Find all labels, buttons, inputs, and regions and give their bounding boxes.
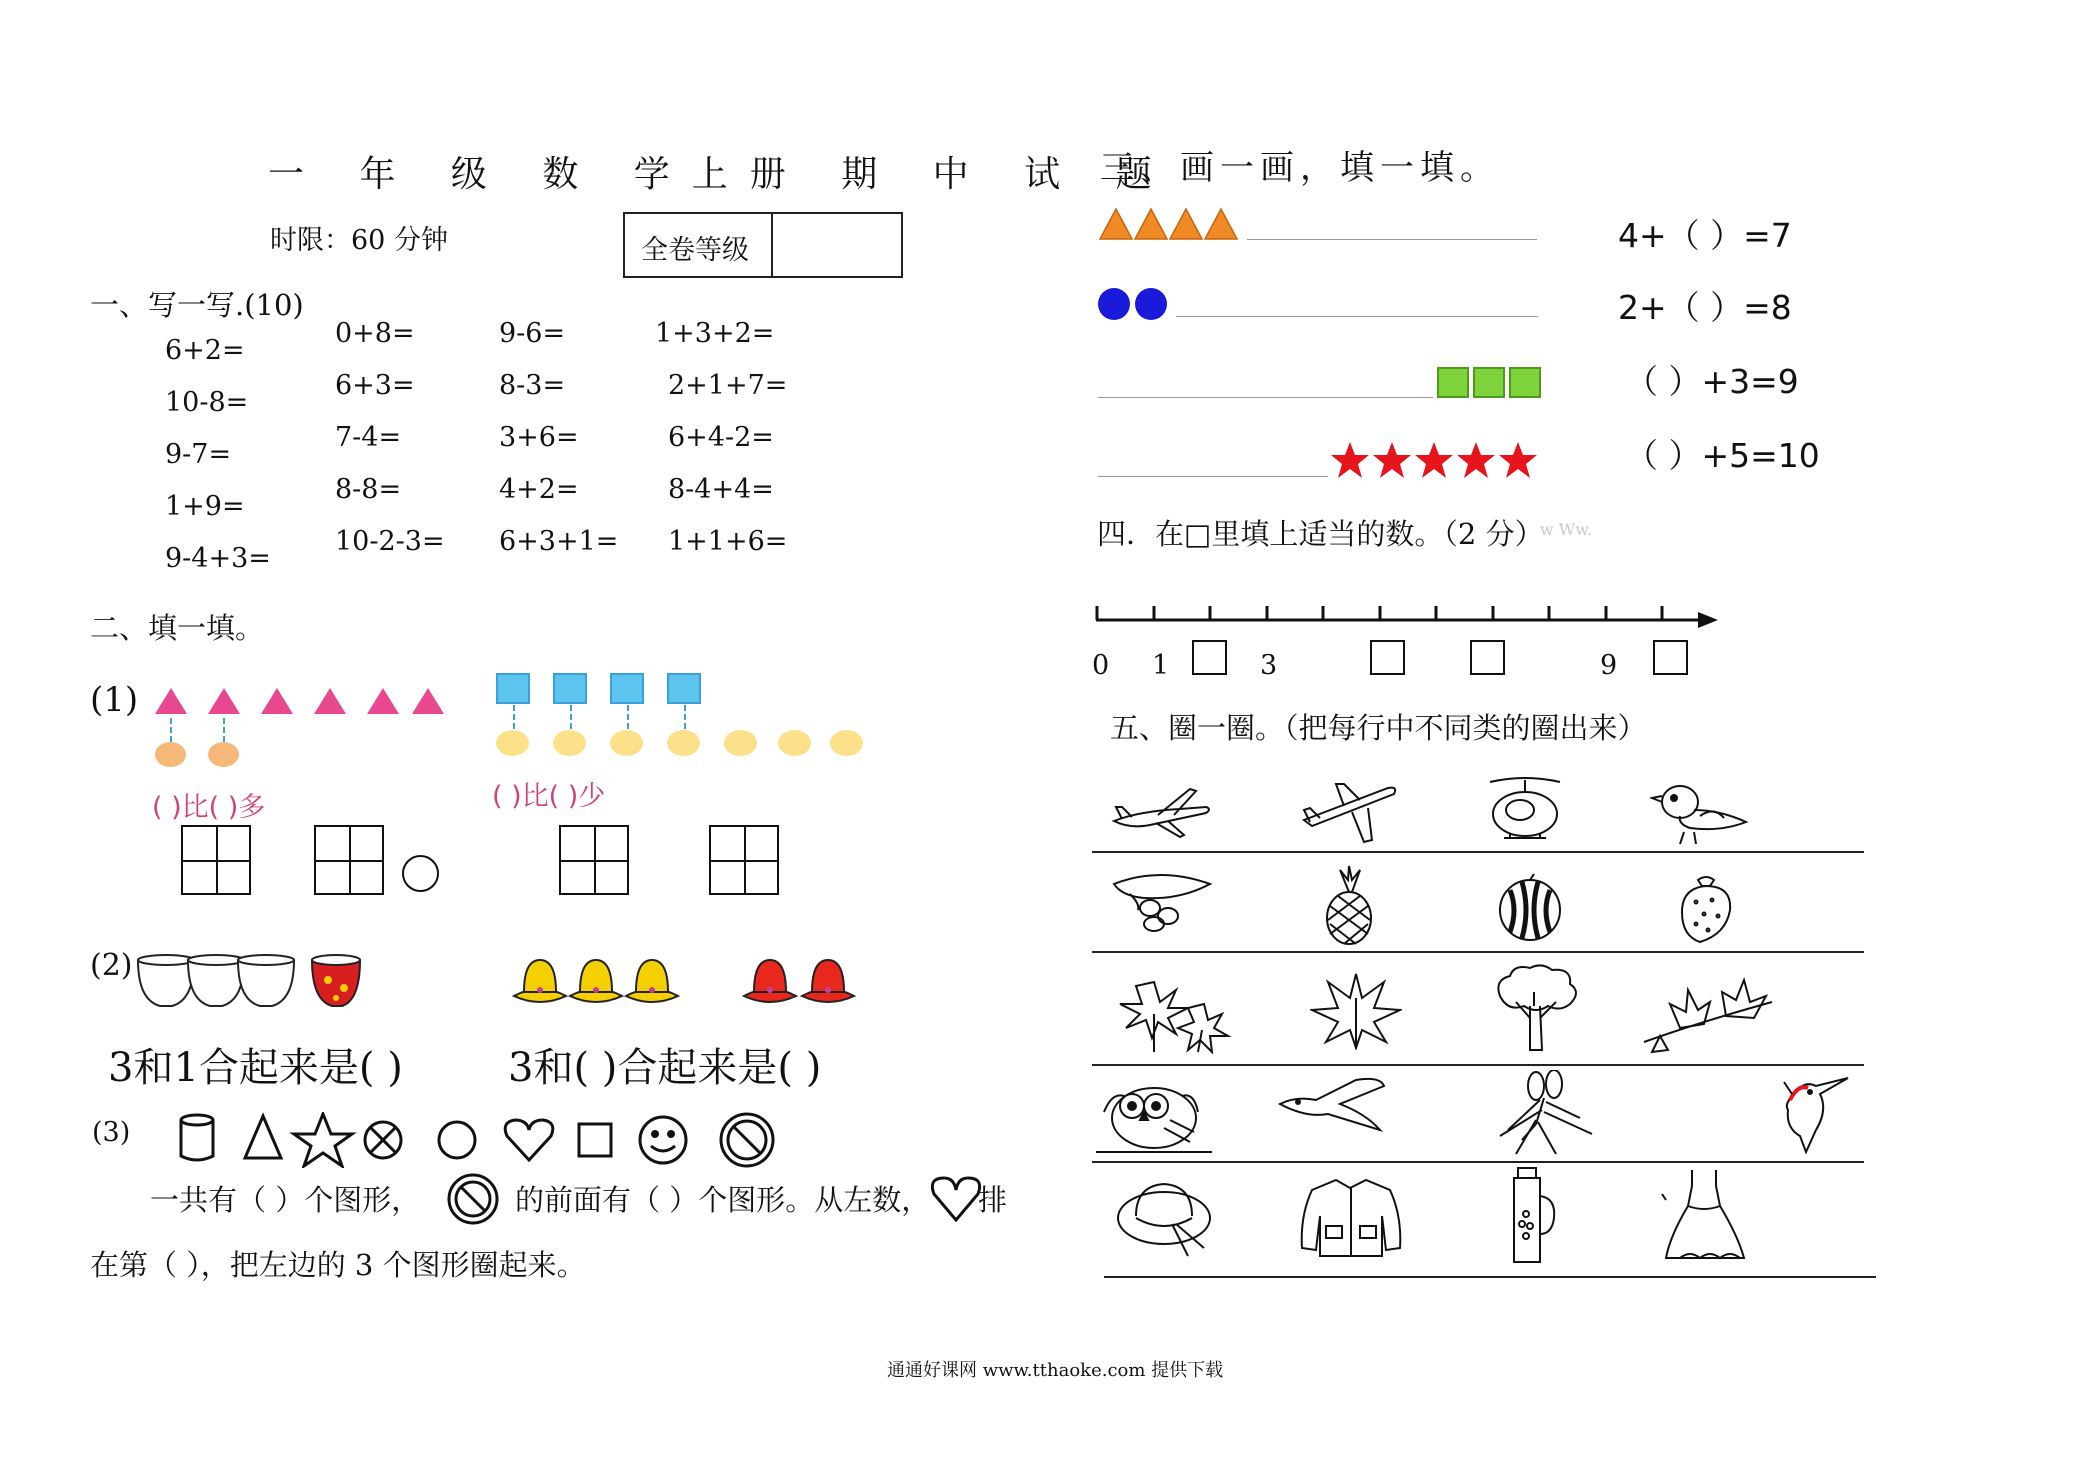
number-label: 9: [1600, 650, 1618, 681]
yellow-dot: [553, 730, 586, 756]
problem: 1+9=: [165, 491, 245, 522]
q3-line1c: 排: [978, 1183, 1008, 1217]
answer-grid[interactable]: [709, 825, 779, 895]
swallow-icon[interactable]: [1276, 1074, 1388, 1134]
q2-left-text: 3和1合起来是( ): [108, 1045, 403, 1091]
shapes-row: [175, 1112, 785, 1168]
red-stars-icon: [1330, 440, 1540, 480]
blue-square-icon: [553, 673, 587, 704]
airplane-icon[interactable]: [1110, 785, 1215, 845]
yellow-dot: [667, 730, 700, 756]
answer-grid[interactable]: [181, 825, 251, 895]
section1-heading: 一、写一写.(10): [90, 288, 304, 322]
yellow-dot: [496, 730, 529, 756]
answer-box[interactable]: [1653, 640, 1688, 675]
problem: 1+1+6=: [668, 526, 788, 557]
orange-dot: [155, 742, 186, 767]
problem: 2+1+7=: [668, 370, 788, 401]
yellow-dot: [724, 730, 757, 756]
problem: 6+3+1=: [499, 526, 619, 557]
problem: 4+2=: [499, 474, 579, 505]
heart-icon: [930, 1176, 982, 1222]
answer-grid[interactable]: [314, 825, 384, 895]
number-label: 3: [1260, 650, 1278, 681]
row-divider: [1092, 1064, 1864, 1066]
answer-box[interactable]: [1370, 640, 1405, 675]
row-divider: [1092, 851, 1864, 853]
orange-dot: [208, 742, 239, 767]
grade-label: 全卷等级: [641, 235, 749, 266]
watermelon-icon[interactable]: [1494, 872, 1566, 944]
blue-circles-icon: [1097, 286, 1172, 322]
yellow-dot: [610, 730, 643, 756]
number-label: 0: [1092, 650, 1110, 681]
hats-icon: [510, 952, 880, 1010]
draw-line[interactable]: [1098, 397, 1433, 398]
draw-line[interactable]: [1098, 476, 1328, 477]
q3-line2: 在第（ ），把左边的 3 个图形圈起来。: [90, 1248, 586, 1282]
problem: 10-8=: [165, 387, 249, 418]
section3-heading: 三、画一画，填一填。: [1100, 148, 1500, 188]
section5-heading: 五、圈一圈。（把每行中不同类的圈出来）: [1110, 711, 1647, 745]
peas-icon[interactable]: [1110, 870, 1215, 932]
jacket-icon[interactable]: [1296, 1176, 1406, 1260]
row-divider: [1092, 951, 1864, 953]
bowls-icon: [132, 950, 362, 1012]
green-squares-icon: [1436, 366, 1542, 400]
compare-circle[interactable]: [402, 855, 439, 892]
thermos-icon[interactable]: [1500, 1166, 1560, 1266]
branch-icon[interactable]: [1640, 972, 1780, 1056]
q2-right-text: 3和( )合起来是( ): [508, 1045, 822, 1091]
strawberry-icon[interactable]: [1676, 872, 1736, 946]
problem: 0+8=: [335, 318, 415, 349]
grade-box: [623, 212, 903, 278]
problem: 3+6=: [499, 422, 579, 453]
prohibited-icon: [444, 1173, 502, 1225]
compare-less-text: ( )比( )少: [492, 781, 606, 812]
q1-label: (1): [90, 680, 139, 720]
dress-icon[interactable]: [1660, 1166, 1750, 1266]
triangle-icon: [261, 688, 293, 714]
section4-heading: 四．在□里填上适当的数。（2 分）: [1097, 517, 1544, 551]
q3-line1a: 一共有（ ）个图形，: [150, 1183, 421, 1217]
problem: 9-7=: [165, 439, 232, 470]
answer-box[interactable]: [1192, 640, 1227, 675]
q3-line1b: 的前面有（ ）个图形。从左数，: [515, 1183, 931, 1217]
owl-icon[interactable]: [1094, 1072, 1214, 1156]
problem: 7-4=: [335, 422, 402, 453]
triangle-icon: [314, 688, 346, 714]
number-label: 1: [1152, 650, 1170, 681]
tree-icon[interactable]: [1490, 962, 1582, 1054]
pineapple-icon[interactable]: [1316, 864, 1382, 948]
problem: 1+3+2=: [655, 318, 775, 349]
draw-line[interactable]: [1176, 316, 1538, 317]
woodpecker-icon[interactable]: [1764, 1070, 1854, 1156]
bird-icon[interactable]: [1650, 776, 1750, 848]
compare-more-text: ( )比( )多: [152, 792, 266, 823]
triangle-icon: [367, 688, 399, 714]
leaf-icon[interactable]: [1310, 970, 1402, 1050]
row-divider: [1092, 1161, 1864, 1163]
yellow-dot: [830, 730, 863, 756]
problem: 9-4+3=: [165, 543, 271, 574]
draw-line[interactable]: [1247, 239, 1537, 240]
triangle-icon: [155, 688, 187, 714]
problem: 6+4-2=: [668, 422, 774, 453]
problem: 8-4+4=: [668, 474, 774, 505]
problem: 8-8=: [335, 474, 402, 505]
equation: 4+（ ）=7: [1618, 216, 1792, 255]
mosquito-icon[interactable]: [1496, 1070, 1596, 1156]
equation: 2+（ ）=8: [1618, 288, 1792, 327]
blue-square-icon: [496, 673, 530, 704]
jet-icon[interactable]: [1300, 780, 1400, 846]
footer-text[interactable]: 通通好课网 www.tthaoke.com 提供下载: [887, 1360, 1224, 1381]
yellow-dot: [778, 730, 811, 756]
maple-leaves-icon[interactable]: [1114, 974, 1234, 1054]
orange-triangles-icon: [1098, 206, 1240, 242]
answer-box[interactable]: [1470, 640, 1505, 675]
problem: 10-2-3=: [335, 526, 445, 557]
blue-square-icon: [610, 673, 644, 704]
section2-heading: 二、填一填。: [90, 611, 265, 645]
equation: （ ）+5=10: [1625, 436, 1820, 475]
q3-label: (3): [92, 1117, 131, 1148]
problem: 6+3=: [335, 370, 415, 401]
triangle-icon: [208, 688, 240, 714]
blue-square-icon: [667, 673, 701, 704]
time-limit: 时限：60 分钟: [270, 225, 448, 256]
q2-label: (2): [90, 948, 133, 983]
problem: 9-6=: [499, 318, 566, 349]
page-title: 一 年 级 数 学上册 期 中 试 题: [268, 154, 1174, 195]
triangle-icon: [412, 688, 444, 714]
problem: 8-3=: [499, 370, 566, 401]
answer-grid[interactable]: [559, 825, 629, 895]
row-divider: [1104, 1276, 1876, 1278]
number-line: [1092, 598, 1722, 638]
faint-watermark: w Ww.: [1540, 520, 1593, 539]
helicopter-icon[interactable]: [1480, 776, 1570, 848]
equation: （ ）+3=9: [1625, 362, 1799, 401]
problem: 6+2=: [165, 335, 245, 366]
hat-icon[interactable]: [1114, 1178, 1218, 1260]
